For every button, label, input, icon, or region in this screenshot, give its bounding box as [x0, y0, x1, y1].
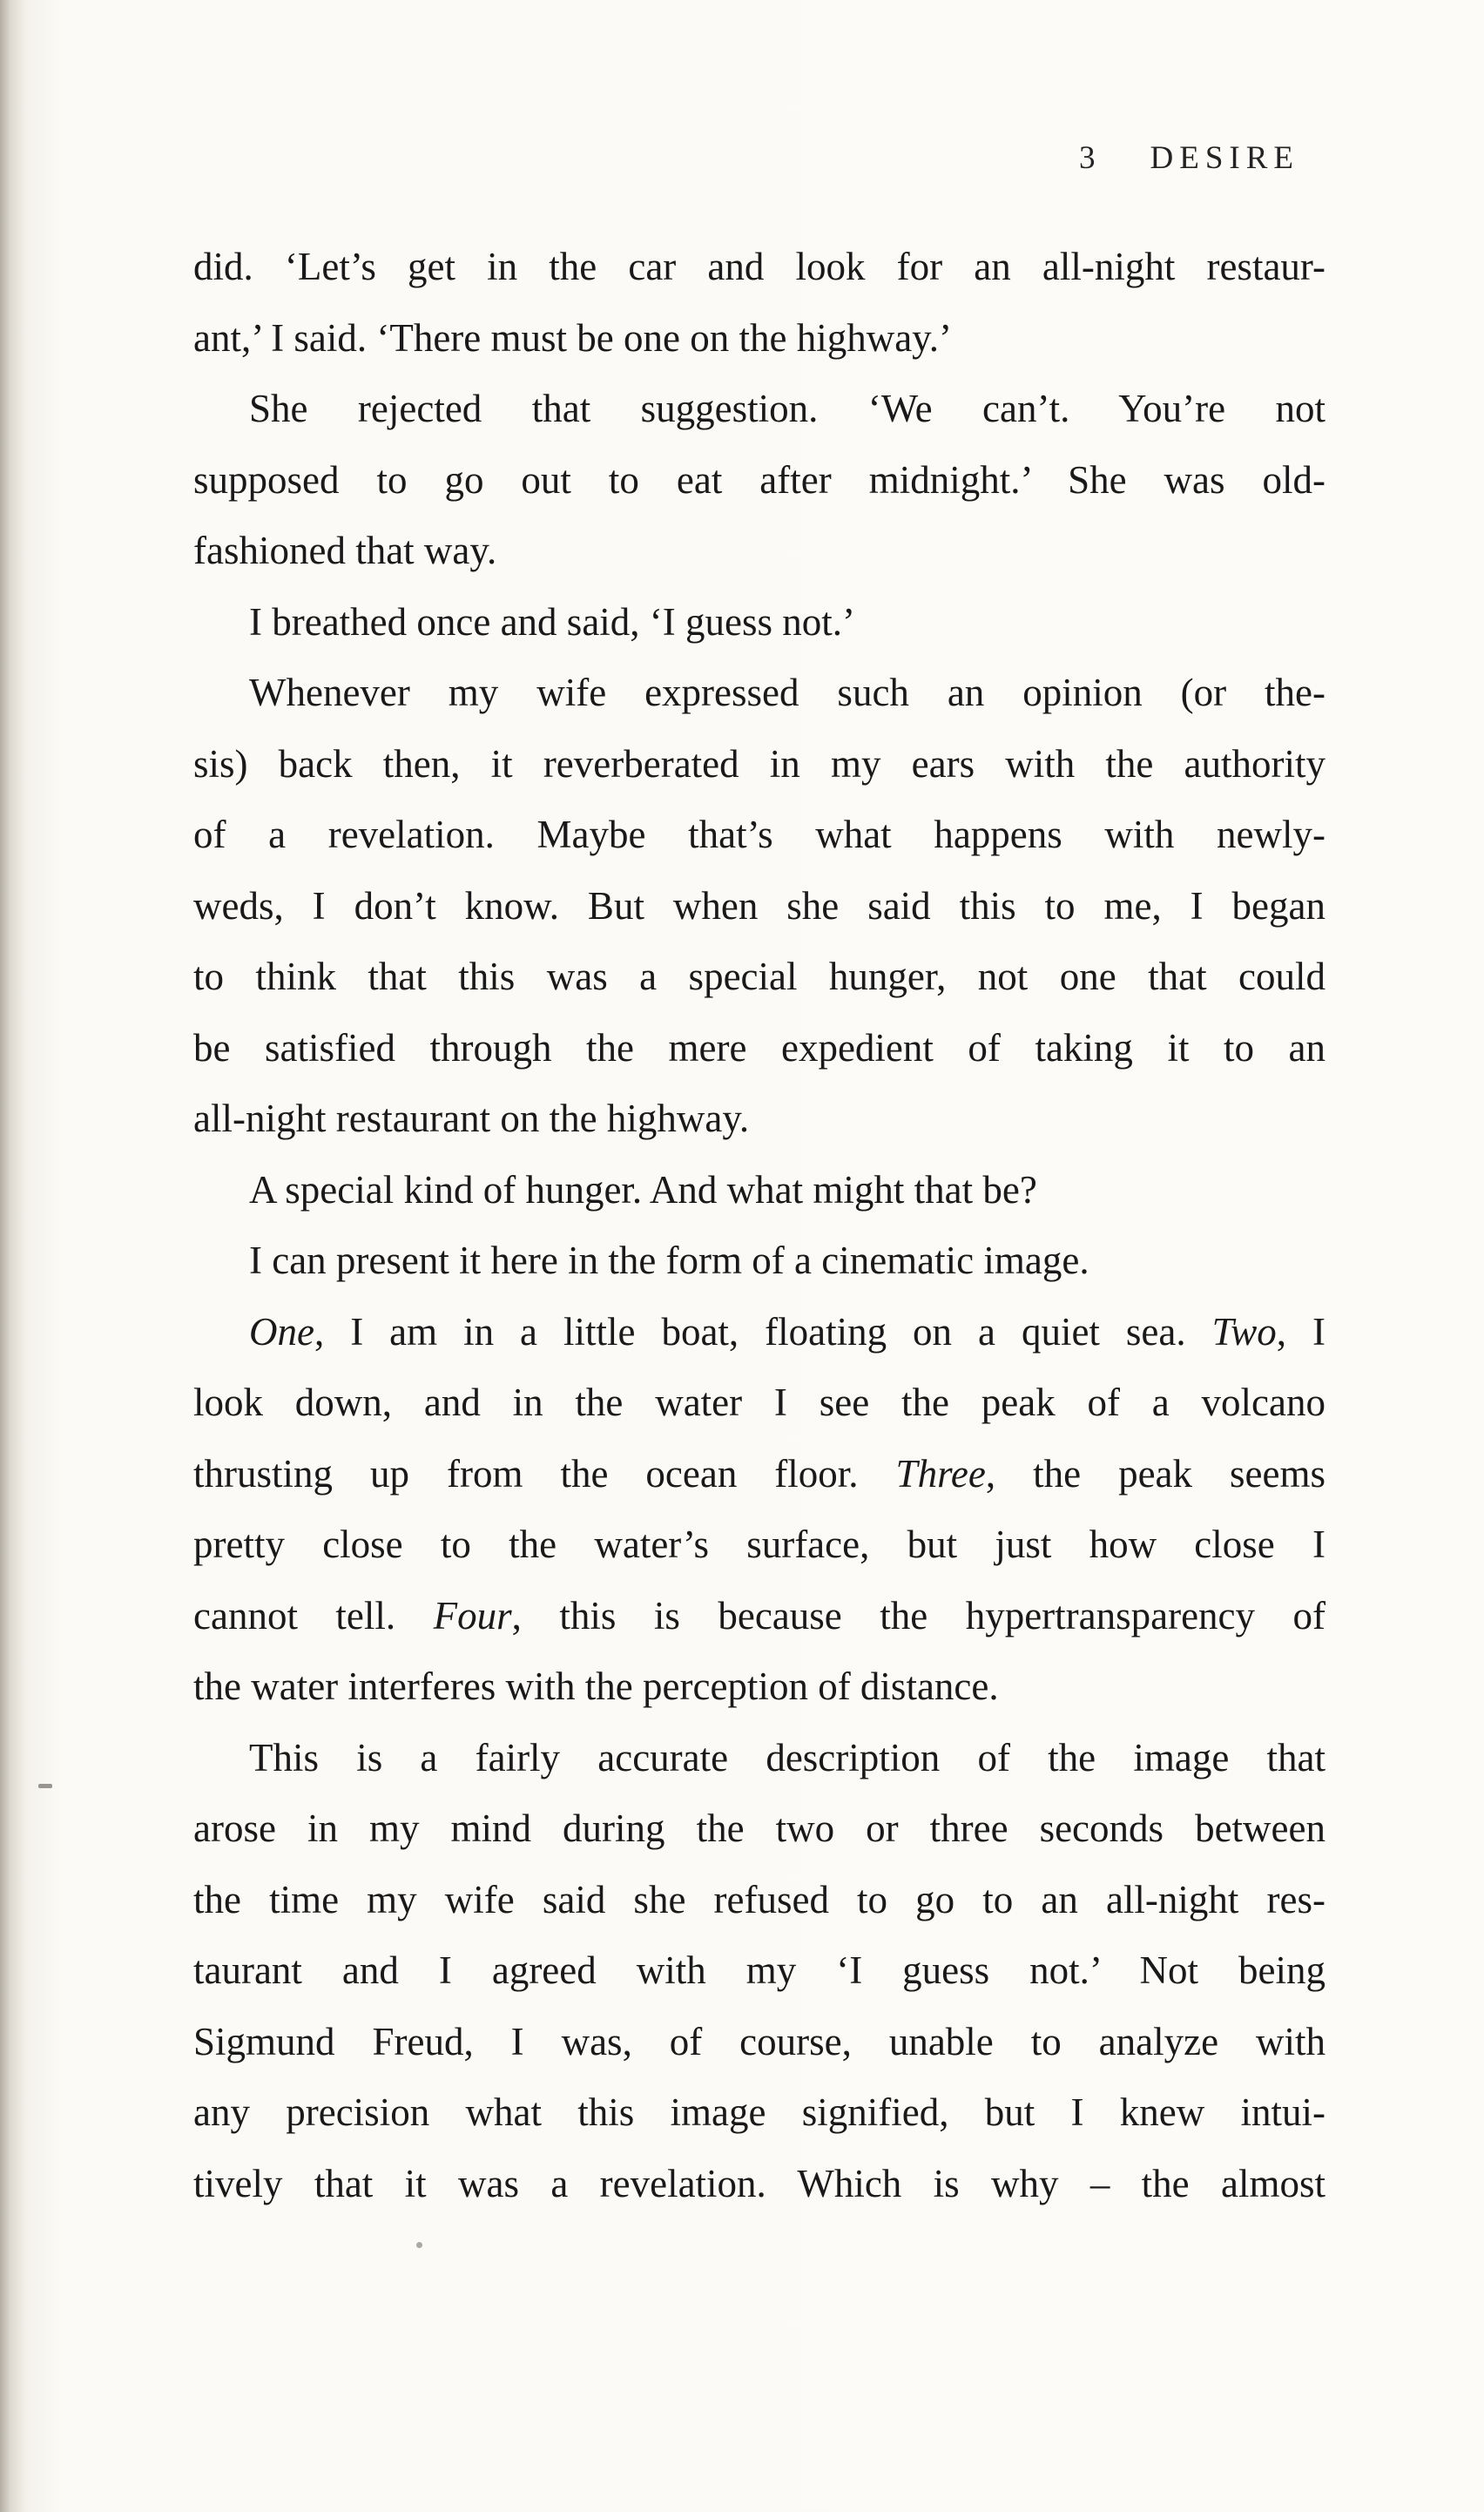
running-head: [193, 139, 1299, 177]
text-line: [193, 942, 1325, 1013]
text-line: [193, 445, 1325, 517]
text-line: [193, 374, 1325, 445]
page-number: 3: [1079, 140, 1096, 176]
scan-artifact: [416, 2242, 422, 2248]
text-segment: weds, I don’t know. But when she said this to me, I began: [193, 883, 1325, 928]
text-line: [193, 1297, 1325, 1368]
text-segment: look down, and in the water I see the peak of a volcano: [193, 1381, 1325, 1424]
text-line: [193, 1226, 1325, 1297]
text-line: [193, 1865, 1325, 1936]
text-segment: ant,’ I said. ‘There must be one on the highway.’: [193, 315, 952, 360]
text-segment: This is a fairly accurate description of the image that: [249, 1735, 1325, 1779]
text-line: [193, 729, 1325, 800]
text-line: [193, 2149, 1325, 2220]
text-segment: , I am in a little boat, floating on a quiet sea.: [314, 1309, 1212, 1354]
text-segment: sis) back then, it reverberated in my ears with the authority: [193, 741, 1325, 786]
text-segment: tively that it was a revelation. Which is why – the almost: [193, 2161, 1325, 2205]
text-segment: She rejected that suggestion. ‘We can’t. You’re not: [249, 387, 1325, 430]
italic-text-segment: Three: [895, 1451, 986, 1496]
text-segment: , the peak seems: [985, 1451, 1325, 1496]
text-segment: A special kind of hunger. And what might that be?: [249, 1167, 1037, 1212]
text-line: [193, 1439, 1325, 1510]
text-line: [193, 1723, 1325, 1794]
text-segment: cannot tell.: [193, 1593, 434, 1638]
italic-text-segment: Two: [1211, 1309, 1277, 1354]
text-segment: thrusting up from the ocean floor.: [193, 1451, 896, 1496]
text-line: [193, 232, 1325, 303]
text-segment: Sigmund Freud, I was, of course, unable to analyze with: [193, 2019, 1325, 2063]
text-line: [193, 2007, 1325, 2078]
text-segment: to think that this was a special hunger, not one that could: [193, 955, 1325, 998]
text-segment: supposed to go out to eat after midnight.’ She was old-: [193, 457, 1325, 502]
text-line: [193, 303, 1325, 375]
text-segment: fashioned that way.: [193, 529, 497, 572]
text-segment: the time my wife said she refused to go to an all-night res-: [193, 1877, 1325, 1921]
text-segment: pretty close to the water’s surface, but just how close I: [193, 1523, 1325, 1566]
text-segment: taurant and I agreed with my ‘I guess not.’ Not being: [193, 1948, 1325, 1992]
text-line: [193, 1367, 1325, 1439]
text-line: [193, 1651, 1325, 1723]
text-line: [193, 2077, 1325, 2149]
text-segment: did. ‘Let’s get in the car and look for an all-night restaur-: [193, 245, 1325, 288]
text-segment: arose in my mind during the two or three seconds between: [193, 1806, 1325, 1850]
text-segment: Whenever my wife expressed such an opinion (or the-: [249, 671, 1325, 714]
text-line: [193, 1084, 1325, 1155]
body-text: [193, 232, 1325, 2219]
italic-text-segment: Four: [433, 1593, 512, 1638]
text-line: [193, 1793, 1325, 1865]
text-line: [193, 800, 1325, 871]
text-line: [193, 516, 1325, 587]
text-line: [193, 1509, 1325, 1581]
text-line: [193, 658, 1325, 729]
text-segment: all-night restaurant on the highway.: [193, 1097, 750, 1140]
scan-artifact: [38, 1784, 52, 1788]
text-line: [193, 1155, 1325, 1226]
text-line: [193, 1935, 1325, 2007]
italic-text-segment: One: [249, 1309, 314, 1354]
text-segment: , I: [1276, 1309, 1325, 1354]
text-line: [193, 587, 1325, 658]
text-line: [193, 871, 1325, 942]
text-line: [193, 1013, 1325, 1084]
text-segment: I breathed once and said, ‘I guess not.’: [249, 599, 856, 644]
text-segment: be satisfied through the mere expedient of taking it to an: [193, 1025, 1325, 1070]
text-segment: I can present it here in the form of a cinematic image.: [249, 1239, 1089, 1282]
text-segment: , this is because the hypertransparency of: [511, 1593, 1325, 1638]
text-segment: of a revelation. Maybe that’s what happens with newly-: [193, 813, 1325, 856]
text-line: [193, 1581, 1325, 1652]
chapter-title: DESIRE: [1150, 140, 1299, 176]
text-segment: any precision what this image signified, but I knew intui-: [193, 2090, 1325, 2134]
text-segment: the water interferes with the perception of distance.: [193, 1665, 999, 1708]
